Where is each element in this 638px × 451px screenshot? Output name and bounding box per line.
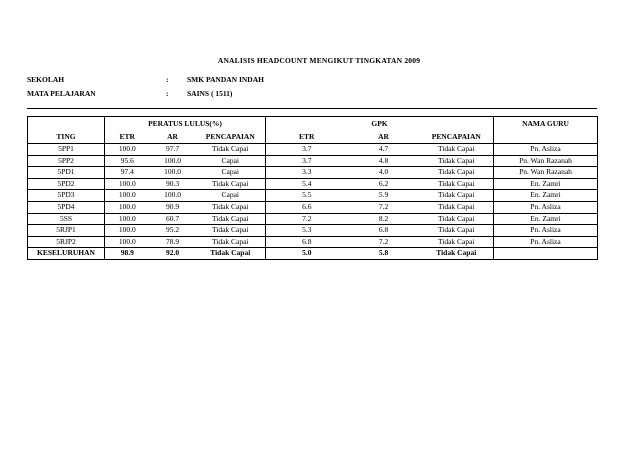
table-cell: 5.3 — [266, 225, 348, 237]
table-cell: 97.7 — [150, 144, 196, 156]
table-cell: En. Zamri — [494, 190, 598, 202]
table-cell: 3.7 — [266, 144, 348, 156]
table-cell: Tidak Capai — [196, 225, 266, 237]
total-row — [28, 248, 598, 260]
table-cell: Tidak Capai — [196, 178, 266, 190]
info-separator: : — [166, 75, 169, 84]
table-cell: Pn. Wan Razanah — [494, 155, 598, 167]
table-cell: 7.2 — [348, 201, 420, 213]
table-cell: 90.3 — [150, 178, 196, 190]
table-cell: 5.5 — [266, 190, 348, 202]
table-cell: 4.8 — [348, 155, 420, 167]
table-cell: 6.8 — [348, 225, 420, 237]
table-cell: 5.4 — [266, 178, 348, 190]
table-cell: En. Zamri — [494, 213, 598, 225]
total-cell: KESELURUHAN — [28, 248, 105, 260]
table-cell: En. Zamri — [494, 178, 598, 190]
table-cell: 5RJP1 — [28, 225, 105, 237]
table-cell: Tidak Capai — [420, 213, 494, 225]
table-cell: Tidak Capai — [420, 190, 494, 202]
table-cell: 4.0 — [348, 167, 420, 179]
report-title: ANALISIS HEADCOUNT MENGIKUT TINGKATAN 2009 — [217, 56, 421, 65]
column-header: AR — [167, 132, 178, 141]
table-cell: Tidak Capai — [420, 225, 494, 237]
table-cell: Pn. Asliza — [494, 201, 598, 213]
table-cell: 5.9 — [348, 190, 420, 202]
table-cell: Tidak Capai — [196, 144, 266, 156]
table-row — [28, 236, 598, 248]
table-cell: 3.7 — [266, 155, 348, 167]
info-separator: : — [166, 89, 169, 98]
table-cell: Tidak Capai — [196, 213, 266, 225]
total-cell: 92.0 — [150, 248, 196, 260]
column-header: ETR — [105, 130, 150, 144]
table-cell: 5RJP2 — [28, 236, 105, 248]
table-cell: Capai — [196, 190, 266, 202]
table-cell: Pn. Asliza — [494, 225, 598, 237]
column-header: ETR — [266, 130, 348, 144]
table-cell: 100.0 — [150, 190, 196, 202]
table-cell: 8.2 — [348, 213, 420, 225]
table-cell: 100.0 — [105, 144, 150, 156]
table-row — [28, 201, 598, 213]
column-header: PENCAPAIAN — [431, 132, 481, 141]
table-cell: Tidak Capai — [420, 167, 494, 179]
table-cell: 5PP2 — [28, 155, 105, 167]
table-cell: 6.2 — [348, 178, 420, 190]
table-cell: Tidak Capai — [196, 236, 266, 248]
table-cell: 6.8 — [266, 236, 348, 248]
table-cell: 60.7 — [150, 213, 196, 225]
total-cell — [494, 248, 598, 260]
table-row — [28, 225, 598, 237]
column-header: PENCAPAIAN — [205, 132, 255, 141]
table-cell: 7.2 — [266, 213, 348, 225]
info-label: MATA PELAJARAN — [27, 89, 96, 98]
table-cell: 97.4 — [105, 167, 150, 179]
table-row — [28, 190, 598, 202]
table-cell: 5PD1 — [28, 167, 105, 179]
table-cell: Tidak Capai — [420, 201, 494, 213]
table-cell: 100.0 — [150, 155, 196, 167]
table-cell: 5PP1 — [28, 144, 105, 156]
table-cell: 5PD3 — [28, 190, 105, 202]
info-value: SMK PANDAN INDAH — [187, 75, 264, 84]
table-row — [28, 178, 598, 190]
table-cell: Tidak Capai — [420, 178, 494, 190]
table-row — [28, 155, 598, 167]
group-header-guru: NAMA GURU — [494, 117, 598, 131]
table-cell: 5SS — [28, 213, 105, 225]
table-cell: Capai — [196, 155, 266, 167]
column-header: TING — [28, 130, 105, 144]
table-cell: 4.7 — [348, 144, 420, 156]
table-cell: Pn. Asliza — [494, 236, 598, 248]
table-cell: 100.0 — [105, 190, 150, 202]
column-header-row — [28, 130, 598, 144]
table-cell: Tidak Capai — [420, 236, 494, 248]
divider — [27, 108, 597, 109]
info-label: SEKOLAH — [27, 75, 65, 84]
group-header-lulus: PERATUS LULUS(%) — [105, 117, 266, 131]
table-cell: 90.9 — [150, 201, 196, 213]
total-cell: Tidak Capai — [420, 248, 494, 260]
table-cell: 100.0 — [150, 167, 196, 179]
headcount-table — [27, 116, 598, 260]
table-cell: 78.9 — [150, 236, 196, 248]
column-header: AR — [378, 132, 389, 141]
table-cell: 7.2 — [348, 236, 420, 248]
table-cell: 100.0 — [105, 213, 150, 225]
table-cell: 100.0 — [105, 225, 150, 237]
table-cell: 5PD2 — [28, 178, 105, 190]
table-cell: 95.6 — [105, 155, 150, 167]
table-cell: Tidak Capai — [196, 201, 266, 213]
table-cell: 100.0 — [105, 178, 150, 190]
table-cell: Pn. Wan Razanah — [494, 167, 598, 179]
info-value: SAINS ( 1511) — [187, 89, 233, 98]
group-header-gpk: GPK — [266, 117, 494, 131]
table-cell: 95.2 — [150, 225, 196, 237]
table-cell: 100.0 — [105, 201, 150, 213]
table-cell: Tidak Capai — [420, 155, 494, 167]
table-cell: 6.6 — [266, 201, 348, 213]
total-cell: 5.0 — [266, 248, 348, 260]
table-row — [28, 144, 598, 156]
total-cell: Tidak Capai — [196, 248, 266, 260]
table-row — [28, 167, 598, 179]
table-cell: 100.0 — [105, 236, 150, 248]
total-cell: 5.8 — [348, 248, 420, 260]
total-cell: 98.9 — [105, 248, 150, 260]
table-cell: Capai — [196, 167, 266, 179]
table-cell: 5PD4 — [28, 201, 105, 213]
table-cell: Pn. Asliza — [494, 144, 598, 156]
table-cell: Tidak Capai — [420, 144, 494, 156]
table-cell: 3.3 — [266, 167, 348, 179]
group-header-row — [28, 117, 598, 131]
table-row — [28, 213, 598, 225]
